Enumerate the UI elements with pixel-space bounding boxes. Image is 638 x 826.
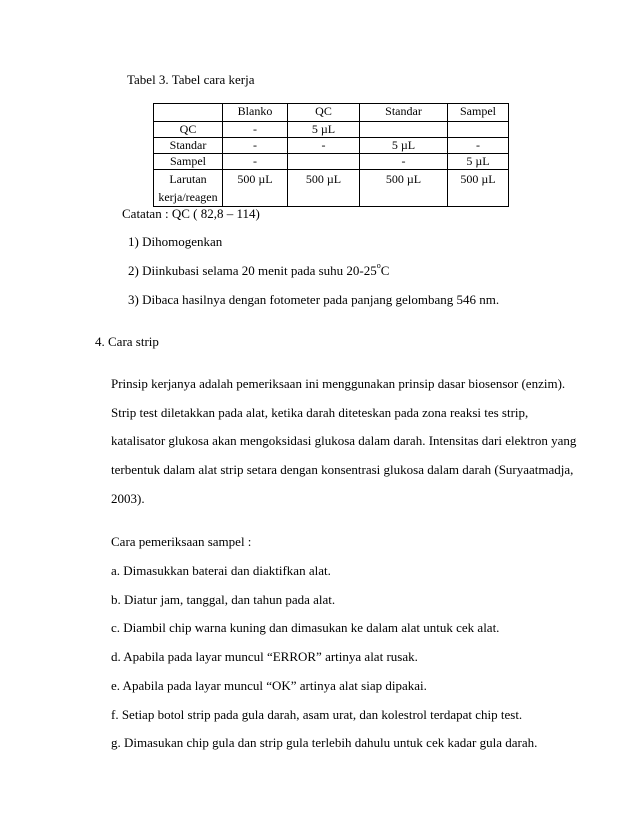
table-row [154, 170, 509, 207]
header-cell: Blanko [223, 104, 288, 122]
list-item: d. Apabila pada layar muncul “ERROR” artinya alat rusak. [111, 649, 418, 664]
table-cell: - [360, 154, 448, 170]
table-header-row [154, 104, 509, 122]
row-label: QC [154, 122, 223, 138]
list-item: e. Apabila pada layar muncul “OK” artinya alat siap dipakai. [111, 678, 427, 693]
table-cell: 5 µL [288, 122, 360, 138]
header-cell: Sampel [448, 104, 509, 122]
temperature-unit: C [380, 263, 390, 278]
table-row [154, 138, 509, 154]
table-cell: 500 µL [448, 170, 509, 207]
step-item: 3) Dibaca hasilnya dengan fotometer pada panjang gelombang 546 nm. [128, 292, 500, 307]
paragraph-line: Strip test diletakkan pada alat, ketika darah diteteskan pada zona reaksi tes strip, [111, 405, 529, 420]
paragraph-line: Prinsip kerjanya adalah pemeriksaan ini menggunakan prinsip dasar biosensor (enzim). [111, 376, 566, 391]
list-item: a. Dimasukkan baterai dan diaktifkan alat. [111, 563, 331, 578]
work-procedure-table [153, 103, 509, 207]
table-cell: - [223, 138, 288, 154]
table-cell [360, 122, 448, 138]
table-cell [288, 154, 360, 170]
table-cell: 5 µL [448, 154, 509, 170]
header-cell [154, 104, 223, 122]
row-label: Standar [154, 138, 223, 154]
degree-superscript: o [376, 261, 381, 270]
table-cell: 500 µL [288, 170, 360, 207]
table-cell: - [223, 154, 288, 170]
paragraph-line: 2003). [111, 491, 145, 506]
list-item: b. Diatur jam, tanggal, dan tahun pada alat. [111, 592, 336, 607]
list-item: c. Diambil chip warna kuning dan dimasukan ke dalam alat untuk cek alat. [111, 620, 500, 635]
table-cell: - [223, 122, 288, 138]
table-cell: - [448, 138, 509, 154]
table-row [154, 122, 509, 138]
step-item: 1) Dihomogenkan [128, 234, 223, 249]
step-text: 2) Diinkubasi selama 20 menit pada suhu 20-25 [128, 263, 377, 278]
paragraph-line: katalisator glukosa akan mengoksidasi glukosa dalam darah. Intensitas dari elektron yang [111, 433, 577, 448]
table-cell: - [288, 138, 360, 154]
row-label [154, 170, 223, 207]
table-cell: 5 µL [360, 138, 448, 154]
step-item [128, 263, 389, 279]
list-item: f. Setiap botol strip pada gula darah, asam urat, dan kolestrol terdapat chip test. [111, 707, 523, 722]
table-note: Catatan : QC ( 82,8 – 114) [122, 206, 260, 221]
subheading: Cara pemeriksaan sampel : [111, 534, 252, 549]
table-cell: 500 µL [360, 170, 448, 207]
list-item: g. Dimasukan chip gula dan strip gula terlebih dahulu untuk cek kadar gula darah. [111, 735, 538, 750]
section-heading: 4. Cara strip [95, 334, 159, 349]
table-row [154, 154, 509, 170]
table-cell: 500 µL [223, 170, 288, 207]
header-cell: Standar [360, 104, 448, 122]
header-cell: QC [288, 104, 360, 122]
row-label-line: Larutan [169, 172, 207, 186]
table-caption: Tabel 3. Tabel cara kerja [127, 72, 255, 87]
row-label-line: kerja/reagen [158, 190, 218, 204]
paragraph-line: terbentuk dalam alat strip setara dengan konsentrasi glukosa dalam darah (Suryaatmadja, [111, 462, 574, 477]
row-label: Sampel [154, 154, 223, 170]
table-cell [448, 122, 509, 138]
